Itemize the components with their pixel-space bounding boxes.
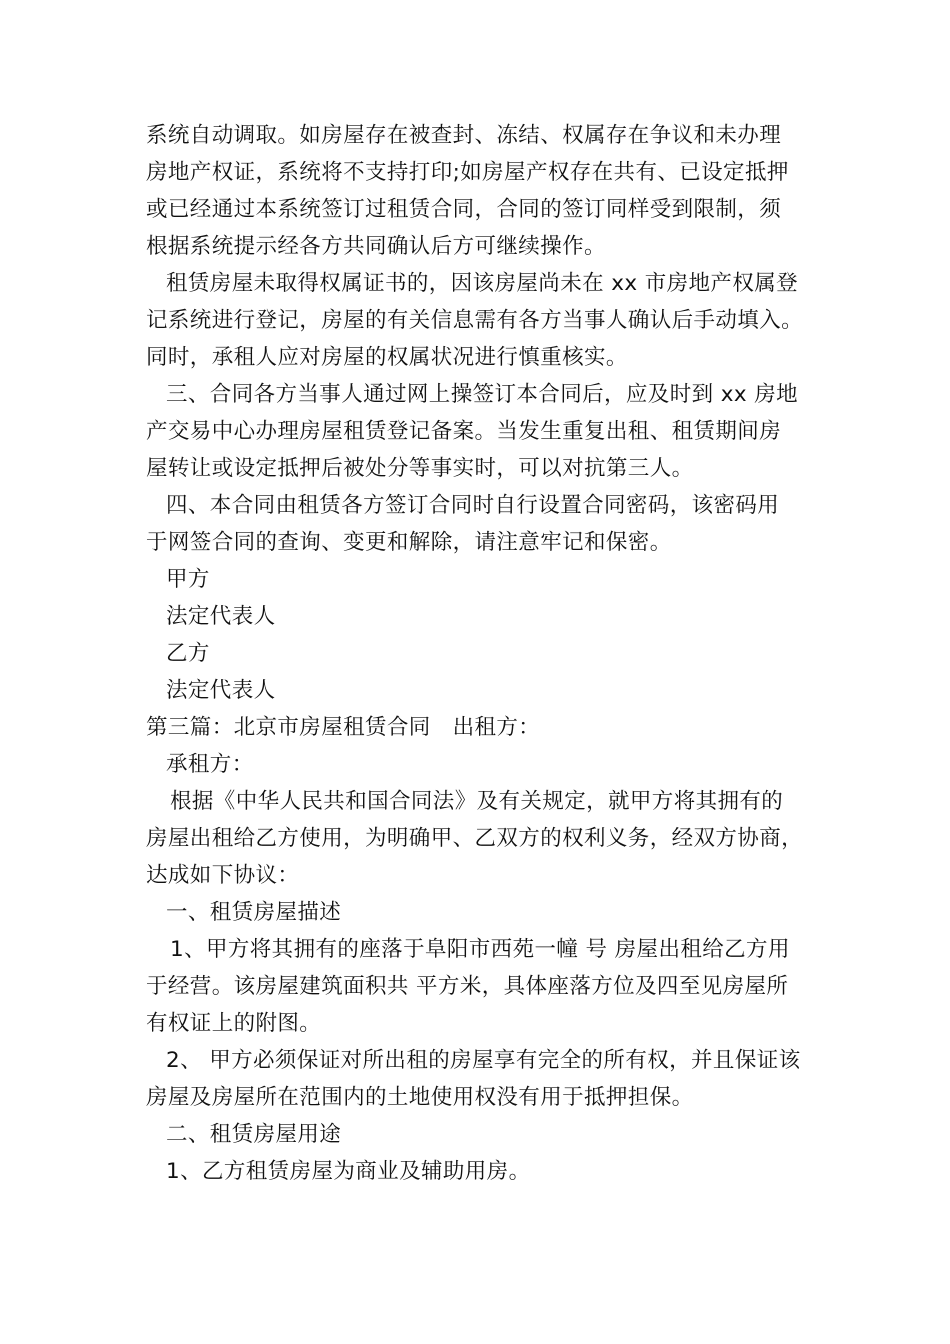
text-line: 一、租赁房屋描述 [166, 900, 342, 925]
text-line: 乙方 [166, 641, 210, 666]
text-line: 根据《中华人民共和国合同法》及有关规定，就甲方将其拥有的 [170, 789, 784, 814]
text-line: 屋转让或设定抵押后被处分等事实时，可以对抗第三人。 [146, 456, 694, 481]
text-line: 法定代表人 [166, 604, 276, 629]
text-line: 或已经通过本系统签订过租赁合同，合同的签订同样受到限制，须 [146, 197, 782, 222]
text-line: 甲方 [166, 567, 210, 592]
text-line: 四、本合同由租赁各方签订合同时自行设置合同密码，该密码用 [166, 493, 780, 518]
text-line: 系统自动调取。如房屋存在被查封、冻结、权属存在争议和未办理 [146, 123, 782, 148]
text-line: 达成如下协议： [146, 863, 300, 888]
text-line: 三、合同各方当事人通过网上操签订本合同后，应及时到 xx 房地 [166, 382, 799, 407]
text-line: 二、租赁房屋用途 [166, 1122, 342, 1147]
text-line: 承租方： [166, 752, 254, 777]
text-line: 房地产权证，系统将不支持打印;如房屋产权存在共有、已设定抵押 [146, 160, 789, 185]
text-line: 于网签合同的查询、变更和解除，请注意牢记和保密。 [146, 530, 672, 555]
text-line: 2、 甲方必须保证对所出租的房屋享有完全的所有权，并且保证该 [166, 1048, 801, 1073]
section-heading: 第三篇：北京市房屋租赁合同 出租方： [146, 715, 541, 740]
text-line: 于经营。该房屋建筑面积共 平方米，具体座落方位及四至见房屋所 [146, 974, 789, 999]
text-line: 同时，承租人应对房屋的权属状况进行慎重核实。 [146, 345, 628, 370]
text-line: 1、甲方将其拥有的座落于阜阳市西苑一幢 号 房屋出租给乙方用 [170, 937, 790, 962]
text-line: 房屋出租给乙方使用，为明确甲、乙双方的权利义务，经双方协商， [146, 826, 804, 851]
text-line: 法定代表人 [166, 678, 276, 703]
text-line: 房屋及房屋所在范围内的土地使用权没有用于抵押担保。 [146, 1085, 694, 1110]
text-line: 记系统进行登记，房屋的有关信息需有各方当事人确认后手动填入。 [146, 308, 804, 333]
text-line: 根据系统提示经各方共同确认后方可继续操作。 [146, 234, 606, 259]
text-line: 1、乙方租赁房屋为商业及辅助用房。 [166, 1159, 531, 1184]
text-line: 租赁房屋未取得权属证书的，因该房屋尚未在 xx 市房地产权属登 [166, 271, 799, 296]
text-line: 产交易中心办理房屋租赁登记备案。当发生重复出租、租赁期间房 [146, 419, 782, 444]
text-line: 有权证上的附图。 [146, 1011, 322, 1036]
